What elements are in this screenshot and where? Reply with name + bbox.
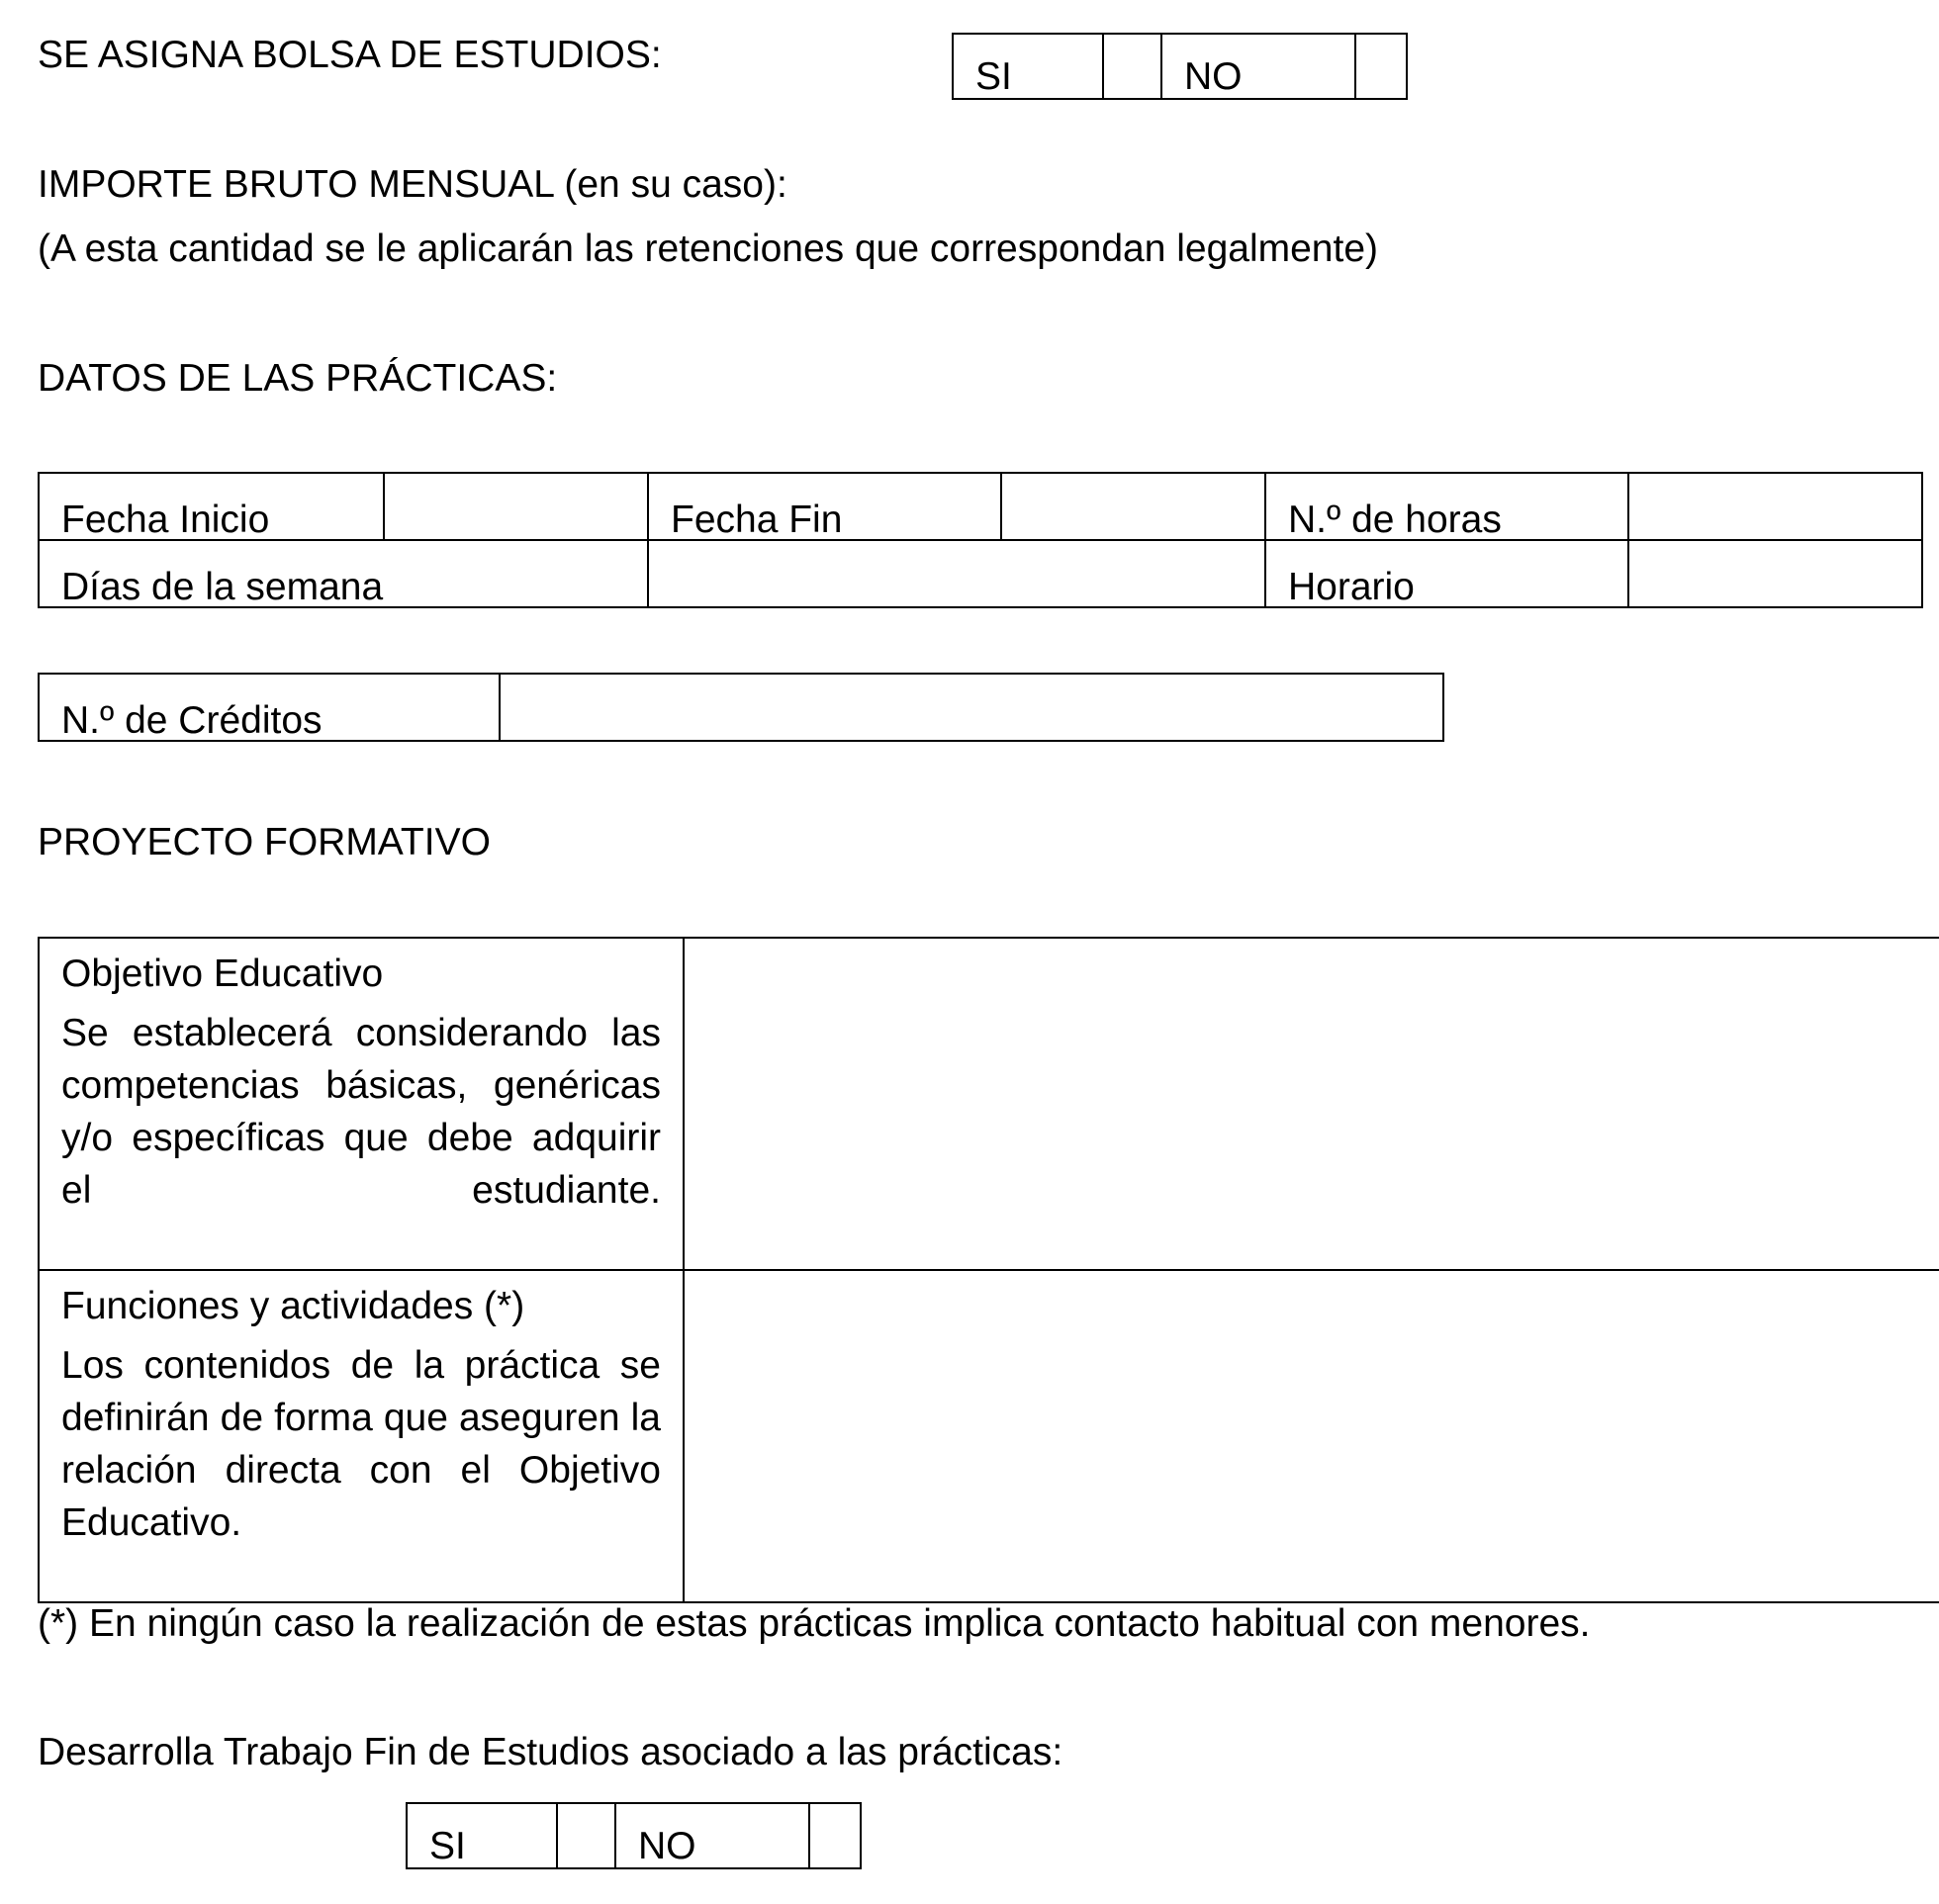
fecha-inicio-field[interactable]: [384, 473, 648, 540]
tfe-label: Desarrolla Trabajo Fin de Estudios asociado a las prácticas:: [38, 1731, 1063, 1773]
proyecto-heading: PROYECTO FORMATIVO: [38, 821, 491, 863]
tfe-si-checkbox[interactable]: [557, 1803, 615, 1868]
objetivo-cell: [39, 938, 684, 1270]
fecha-inicio-label: Fecha Inicio: [39, 473, 384, 540]
funciones-title: Funciones y actividades (*): [61, 1285, 525, 1327]
objetivo-title: Objetivo Educativo: [61, 952, 384, 995]
tfe-si-no-box: [406, 1802, 862, 1869]
bolsa-si-checkbox[interactable]: [1103, 34, 1161, 99]
bolsa-no-checkbox[interactable]: [1355, 34, 1407, 99]
fecha-fin-label: Fecha Fin: [648, 473, 1001, 540]
importe-note: (A esta cantidad se le aplicarán las retenciones que correspondan legalmente): [38, 227, 1379, 270]
importe-label: IMPORTE BRUTO MENSUAL (en su caso):: [38, 163, 787, 206]
funciones-field[interactable]: [684, 1270, 1939, 1602]
bolsa-si-label: SI: [953, 34, 1103, 99]
funciones-description: Los contenidos de la práctica se definirán de forma que aseguren la relación directa con el Objetivo Educativo.: [61, 1344, 661, 1544]
dias-semana-field[interactable]: [648, 540, 1265, 607]
objetivo-description: Se establecerá considerando las competencias básicas, genéricas y/o específicas que debe adquirir el estudiante.: [61, 1012, 661, 1212]
num-horas-field[interactable]: [1628, 473, 1922, 540]
fecha-fin-field[interactable]: [1001, 473, 1265, 540]
creditos-label: N.º de Créditos: [39, 674, 500, 741]
datos-heading: DATOS DE LAS PRÁCTICAS:: [38, 357, 558, 400]
proyecto-table: [38, 937, 1939, 1603]
creditos-table: [38, 673, 1444, 742]
num-horas-label: N.º de horas: [1265, 473, 1628, 540]
objetivo-field[interactable]: [684, 938, 1939, 1270]
creditos-field[interactable]: [500, 674, 1443, 741]
dias-semana-label: Días de la semana: [39, 540, 648, 607]
menores-note: (*) En ningún caso la realización de estas prácticas implica contacto habitual con menores.: [38, 1602, 1591, 1645]
tfe-si-label: SI: [407, 1803, 557, 1868]
bolsa-si-no-box: [952, 33, 1408, 100]
bolsa-label: SE ASIGNA BOLSA DE ESTUDIOS:: [38, 34, 662, 76]
horario-label: Horario: [1265, 540, 1628, 607]
tfe-no-checkbox[interactable]: [809, 1803, 861, 1868]
horario-field[interactable]: [1628, 540, 1922, 607]
datos-table: [38, 472, 1923, 608]
tfe-no-label: NO: [615, 1803, 809, 1868]
bolsa-no-label: NO: [1161, 34, 1355, 99]
funciones-cell: [39, 1270, 684, 1602]
